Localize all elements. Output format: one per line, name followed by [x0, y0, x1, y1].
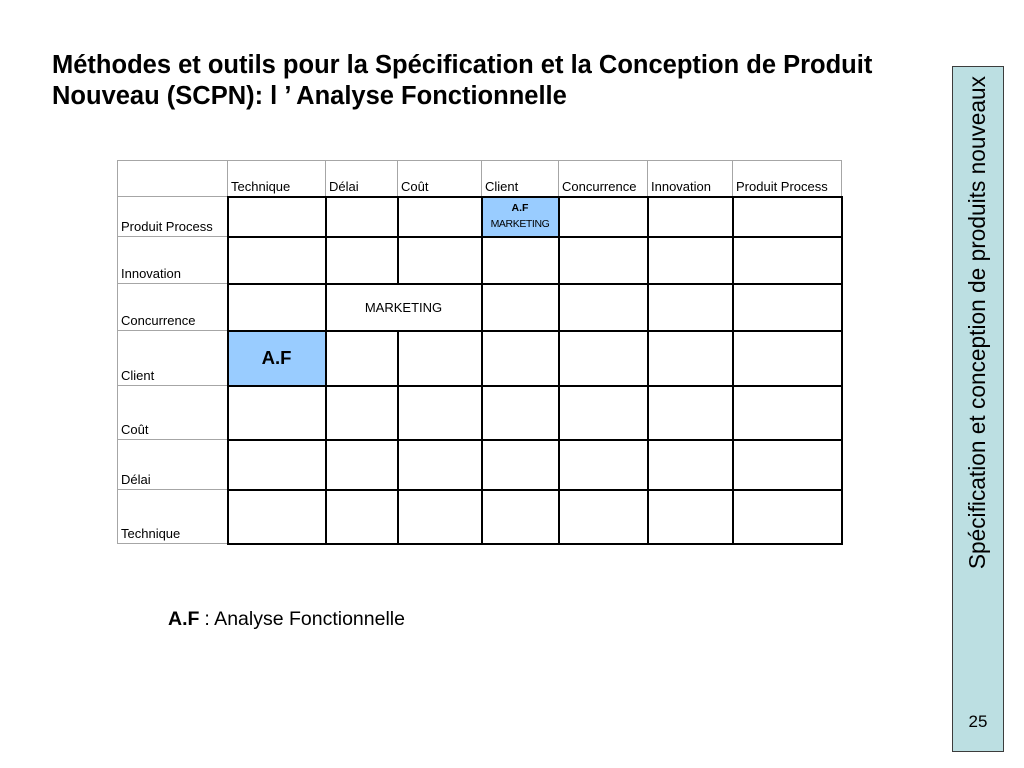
matrix-cell — [326, 440, 398, 490]
page-number: 25 — [968, 711, 988, 731]
matrix-cell — [228, 440, 326, 490]
matrix-cell — [482, 386, 559, 440]
matrix-cell — [733, 440, 842, 490]
matrix-cell — [648, 386, 733, 440]
matrix-cell — [398, 331, 482, 386]
matrix-row-innovation — [118, 237, 842, 284]
matrix-row-delai — [118, 440, 842, 490]
matrix-cell — [559, 440, 648, 490]
matrix-cell — [733, 386, 842, 440]
matrix-cell — [733, 331, 842, 386]
row-label-technique: Technique — [118, 490, 228, 544]
matrix-row-cout — [118, 386, 842, 440]
matrix-cell — [228, 490, 326, 544]
matrix-cell — [482, 490, 559, 544]
matrix-cell — [482, 237, 559, 284]
matrix-cell-af-marketing — [482, 197, 559, 237]
matrix-cell — [326, 386, 398, 440]
matrix-cell — [326, 197, 398, 237]
matrix-cell — [648, 440, 733, 490]
matrix-cell — [559, 237, 648, 284]
matrix-header-row — [118, 161, 842, 197]
column-header-concurrence: Concurrence — [559, 161, 648, 197]
matrix-cell — [482, 440, 559, 490]
matrix-cell — [398, 197, 482, 237]
column-header-innovation: Innovation — [648, 161, 733, 197]
matrix-cell — [482, 331, 559, 386]
matrix-cell — [482, 284, 559, 331]
matrix-cell — [228, 386, 326, 440]
matrix-cell — [648, 197, 733, 237]
matrix-cell — [559, 331, 648, 386]
matrix-corner-cell — [118, 161, 228, 197]
matrix-cell-af — [228, 331, 326, 386]
column-header-cout: Coût — [398, 161, 482, 197]
legend — [168, 608, 405, 630]
matrix-cell — [648, 490, 733, 544]
column-header-technique: Technique — [228, 161, 326, 197]
column-header-delai: Délai — [326, 161, 398, 197]
matrix-cell — [398, 440, 482, 490]
column-header-client: Client — [482, 161, 559, 197]
matrix-cell — [648, 331, 733, 386]
matrix-cell — [228, 284, 326, 331]
matrix-cell — [733, 197, 842, 237]
matrix-row-concurrence — [118, 284, 842, 331]
af-label: A.F — [261, 347, 292, 368]
matrix-cell — [733, 284, 842, 331]
row-label-client: Client — [118, 331, 228, 386]
column-header-produit-process: Produit Process — [733, 161, 842, 197]
slide-title-line-1: Méthodes et outils pour la Spécification et la Conception de Produit — [52, 50, 873, 79]
matrix-cell — [228, 197, 326, 237]
matrix-cell — [228, 237, 326, 284]
matrix-cell — [648, 284, 733, 331]
matrix-cell — [559, 386, 648, 440]
row-label-concurrence: Concurrence — [118, 284, 228, 331]
matrix-cell — [559, 284, 648, 331]
side-banner-text: Spécification et conception de produits nouveaux — [963, 75, 990, 569]
slide-title — [52, 50, 872, 112]
matrix-cell — [326, 237, 398, 284]
marketing-label: MARKETING — [490, 217, 550, 230]
matrix-cell — [733, 490, 842, 544]
matrix-cell — [326, 490, 398, 544]
af-label: A.F — [511, 201, 529, 214]
matrix-cell — [398, 237, 482, 284]
matrix-cell — [398, 386, 482, 440]
matrix-cell — [326, 331, 398, 386]
legend-abbreviation: A.F — [168, 608, 200, 630]
matrix-cell — [559, 197, 648, 237]
row-label-cout: Coût — [118, 386, 228, 440]
marketing-label: MARKETING — [364, 299, 443, 315]
side-banner — [952, 66, 1004, 752]
matrix-cell — [398, 490, 482, 544]
row-label-produit-process: Produit Process — [118, 197, 228, 237]
matrix-row-produit-process — [118, 197, 842, 237]
matrix-cell — [648, 237, 733, 284]
matrix-cell — [559, 490, 648, 544]
matrix-row-technique — [118, 490, 842, 544]
matrix-row-client — [118, 331, 842, 386]
slide-title-line-2: Nouveau (SCPN): l ’ Analyse Fonctionnelle — [52, 81, 567, 110]
functional-analysis-matrix — [117, 160, 843, 545]
legend-definition: : Analyse Fonctionnelle — [204, 608, 405, 630]
row-label-delai: Délai — [118, 440, 228, 490]
row-label-innovation: Innovation — [118, 237, 228, 284]
matrix-cell-marketing — [326, 284, 482, 331]
matrix-cell — [733, 237, 842, 284]
